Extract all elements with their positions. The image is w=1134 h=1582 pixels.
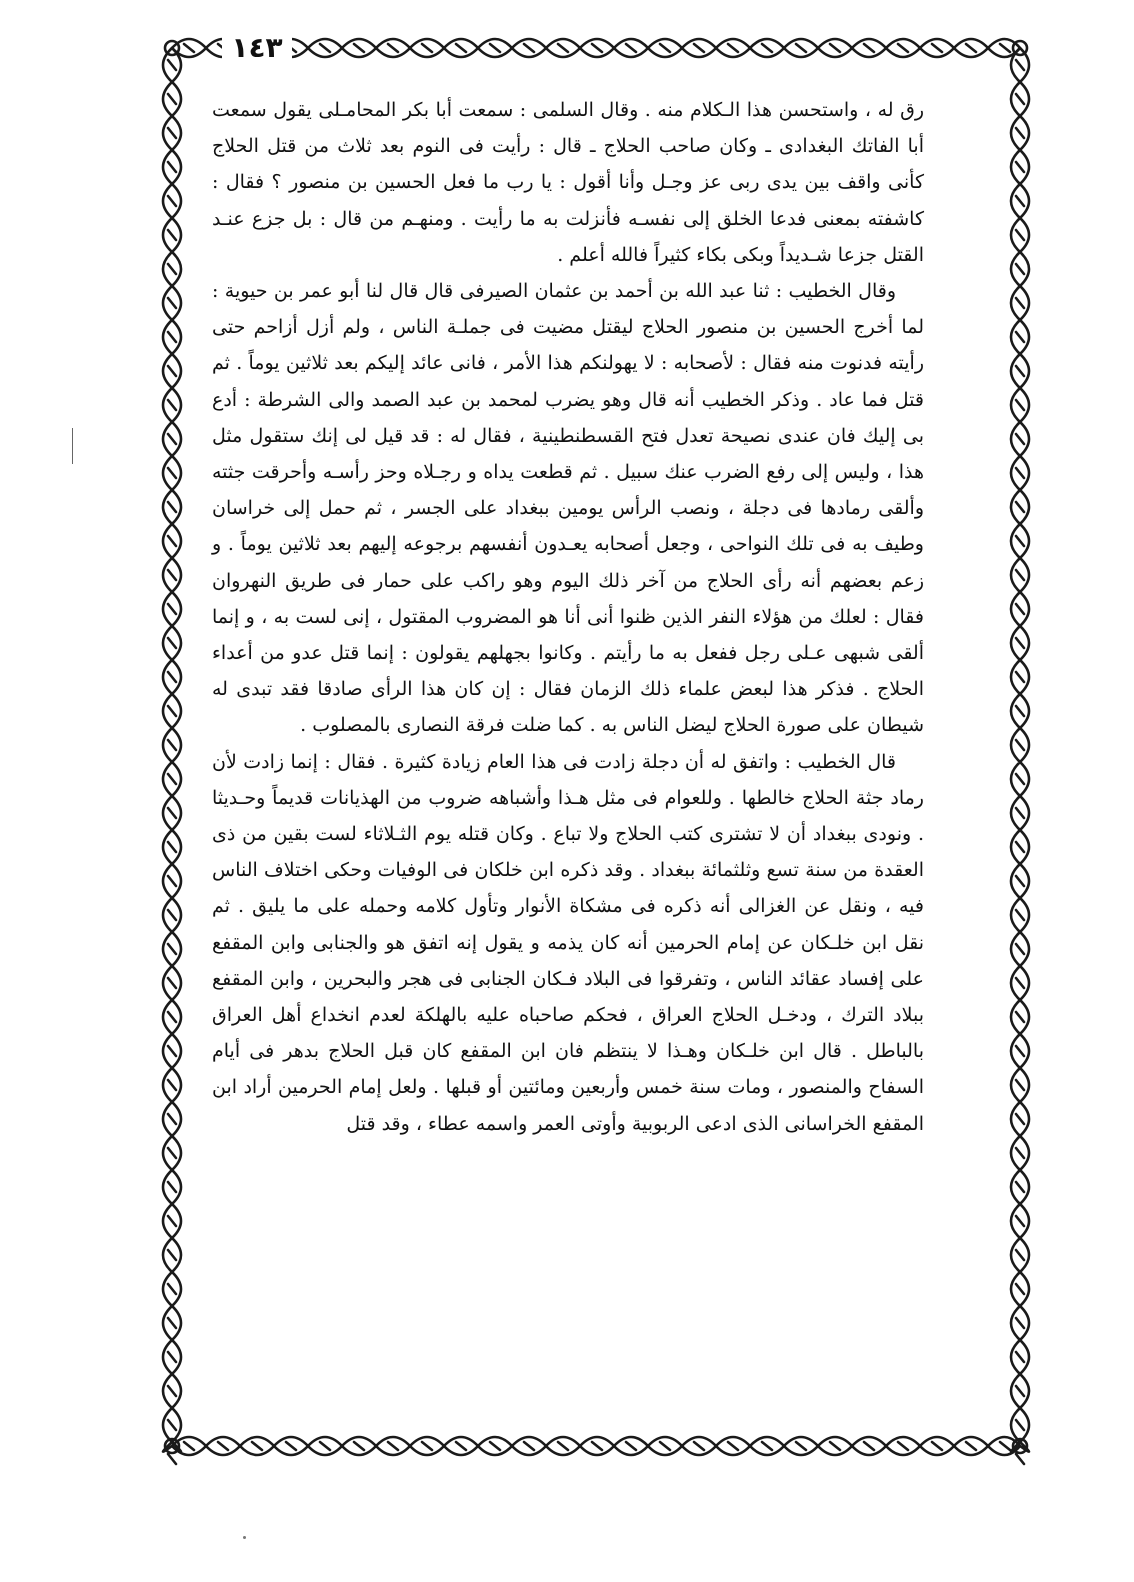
border-chain-segment xyxy=(172,1437,1020,1450)
paragraph-3: قال الخطيب : واتفق له أن دجلة زادت فى هذا العام زيادة كثيرة . فقال : إنما زادت لأن رماد جثة الحلاج خالطها . وللعوام فى مثل هـذا وأشباهه ضروب من الهذيانات قديماً وحـديثا . ونودى ببغداد أن لا تشترى كتب الحلاج ولا تباع . وكان قتله يوم الثـلاثاء لست بقين من ذى العقدة من سنة تسع وثلثمائة ببغداد . وقد ذكره ابن خلكان فى الوفيات وحكى اختلاف الناس فيه ، ونقل عن الغزالى أنه ذكره فى مشكاة الأنوار وتأول كلامه وحمله على ما يليق . ثم نقل ابن خلـكان عن إمام الحرمين أنه كان يذمه و يقول إنه اتفق هو والجنابى وابن المقفع على إفساد عقائد الناس ، وتفرقوا فى البلاد فـكان الجنابى فى هجر والبحرين ، وابن المقفع ببلاد الترك ، ودخـل الحلاج العراق ، فحكم صاحباه عليه بالهلكة لعدم انخداع أهل العراق بالباطل . قال ابن خلـكان وهـذا لا ينتظم فان ابن المقفع كان قبل الحلاج بدهر فى أيام السفاح والمنصور ، ومات سنة خمس وأربعين ومائتين أو قبلها . ولعل إمام الحرمين أراد ابن المقفع الخراسانى الذى ادعى الربوبية وأوتى العمر واسمه عطاء ، وقد قتل xyxy=(212,750,924,1135)
stray-dot xyxy=(243,1536,246,1539)
margin-mark xyxy=(72,428,73,464)
page-number: ١٤٣ xyxy=(222,30,292,66)
main-text xyxy=(212,92,924,1427)
paragraph-1: رق له ، واستحسن هذا الـكلام منه . وقال السلمى : سمعت أبا بكر المحامـلى يقول سمعت أبا الفاتك البغدادى ـ وكان صاحب الحلاج ـ قال : رأيت فى النوم بعد ثلاث من قتل الحلاج كأنى واقف بين يدى ربى عز وجـل وأنا أقول : يا رب ما فعل الحسين بن منصور ؟ فقال : كاشفته بمعنى فدعا الخلق إلى نفسـه فأنزلت به ما رأيت . ومنهـم من قال : بل جزع عنـد القتل جزعا شـديداً وبكى بكاء كثيراً فالله أعلم . xyxy=(212,99,924,266)
border-chain-segment xyxy=(172,1446,1020,1455)
border-chain-segment xyxy=(163,48,176,1464)
border-chain-segment xyxy=(172,48,1020,57)
border-chain-segment xyxy=(172,39,1020,52)
paragraph-2: وقال الخطيب : ثنا عبد الله بن أحمد بن عثمان الصيرفى قال قال لنا أبو عمر بن حيوية : لما أخرج الحسين بن منصور الحلاج ليقتل مضيت فى جملـة الناس ، ولم أزل أزاحم حتى رأيته فدنوت منه فقال : لأصحابه : لا يهولنكم هذا الأمر ، فانى عائد إليكم بعد ثلاثين يوماً . ثم قتل فما عاد . وذكر الخطيب أنه قال وهو يضرب لمحمد بن عبد الصمد والى الشرطة : أدع بى إليك فان عندى نصيحة تعدل فتح القسطنطينية ، فقال له : قد قيل لى إنك ستقول مثل هذا ، وليس إلى رفع الضرب عنك سبيل . ثم قطعت يداه و رجـلاه وحز رأسـه وأحرقت جثته وألقى رمادها فى دجلة ، ونصب الرأس يومين ببغداد على الجسر ، ثم حمل إلى خراسان وطيف به فى تلك النواحى ، وجعل أصحابه يعـدون أنفسهم برجوعه إليهم بعد ثلاثين يوماً . و زعم بعضهم أنه رأى الحلاج من آخر ذلك اليوم وهو راكب على حمار فى طريق النهروان فقال : لعلك من هؤلاء النفر الذين ظنوا أنى أنا هو المضروب المقتول ، إنى لست به ، و إنما ألقى شبهى عـلى رجل ففعل به ما رأيتم . وكانوا بجهلهم يقولون : إنما قتل عدو من أعداء الحلاج . فذكر هذا لبعض علماء ذلك الزمان فقال : إن كان هذا الرأى صادقا فقد تبدى له شيطان على صورة الحلاج ليضل الناس به . كما ضلت فرقة النصارى بالمصلوب . xyxy=(212,280,924,737)
border-chain-segment xyxy=(1011,48,1024,1464)
